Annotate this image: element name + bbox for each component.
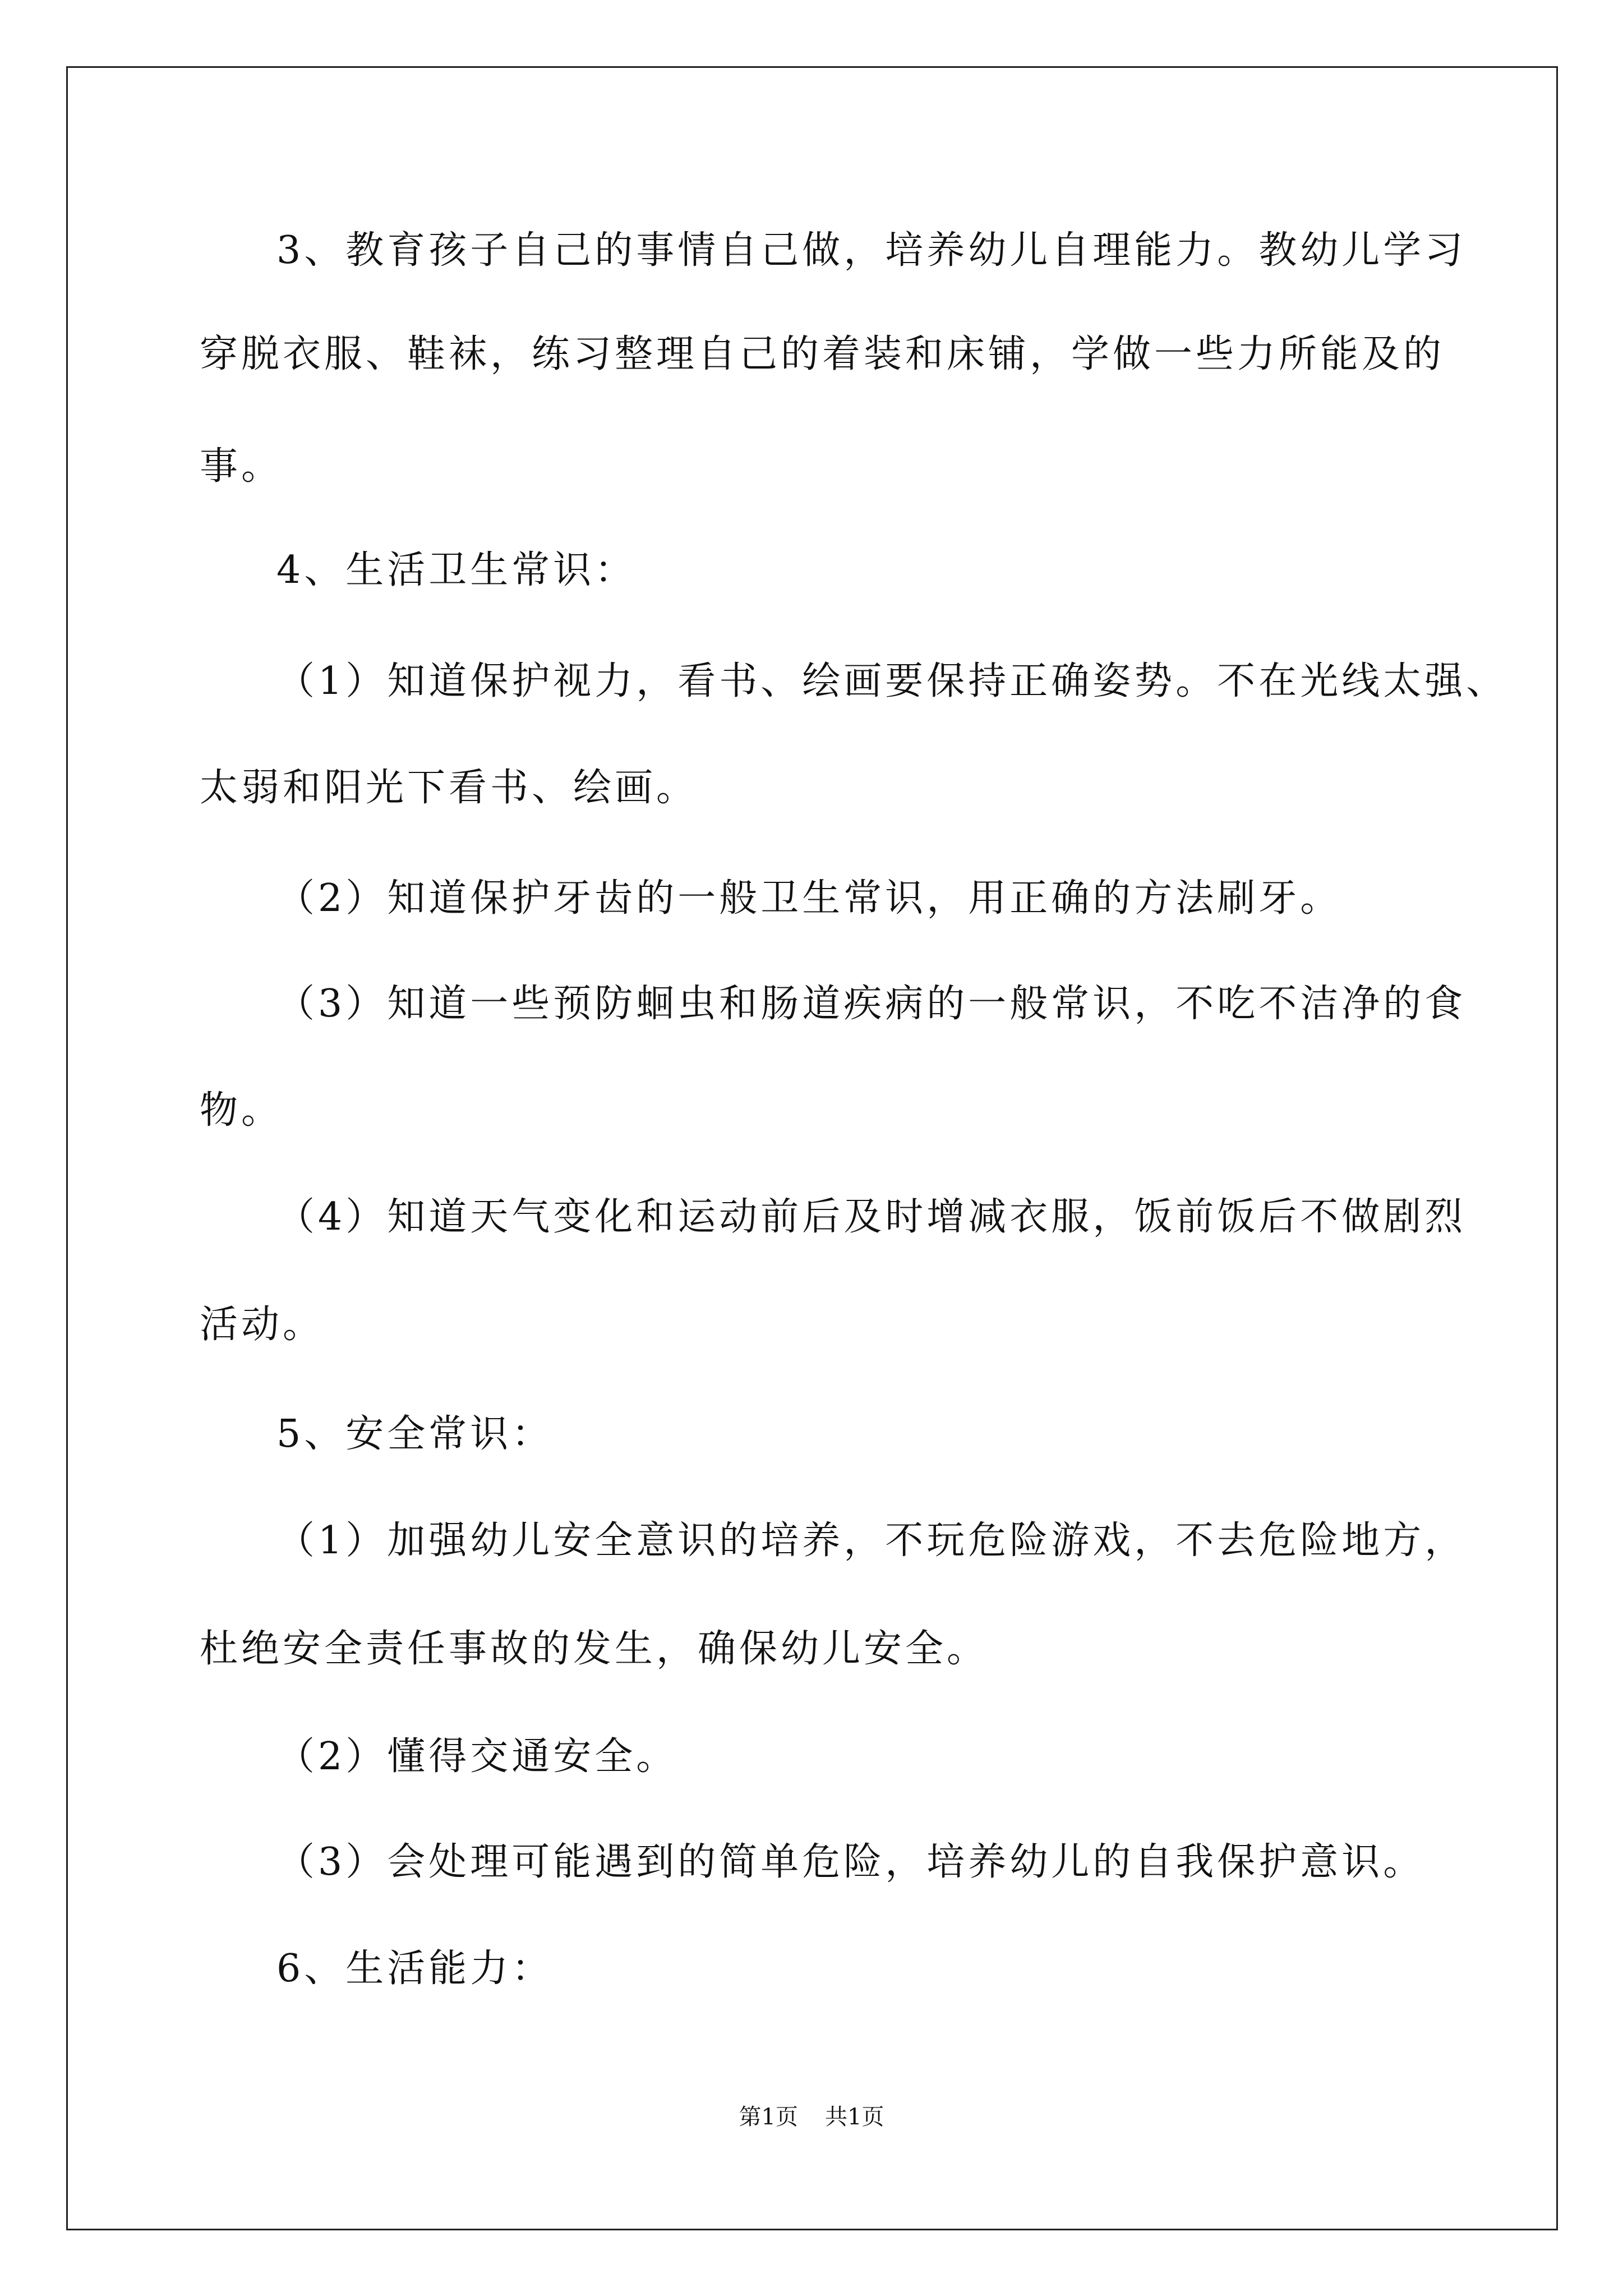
paragraph-line: （2）知道保护牙齿的一般卫生常识，用正确的方法刷牙。 [276, 876, 1342, 921]
page-border [66, 66, 1558, 2230]
paragraph-line: （1）知道保护视力，看书、绘画要保持正确姿势。不在光线太强、 [276, 659, 1508, 703]
paragraph-line: 活动。 [200, 1303, 325, 1347]
page-number: 第1页 [739, 2104, 798, 2130]
paragraph-line: 杜绝安全责任事故的发生，确保幼儿安全。 [200, 1627, 989, 1671]
paragraph-line: 穿脱衣服、鞋袜，练习整理自己的着装和床铺，学做一些力所能及的 [200, 332, 1445, 376]
section-heading: 4、生活卫生常识： [276, 548, 637, 592]
page-footer [0, 2104, 1623, 2131]
paragraph-line: （4）知道天气变化和运动前后及时增减衣服，饭前饭后不做剧烈 [276, 1195, 1467, 1239]
paragraph-line: 物。 [200, 1088, 283, 1133]
paragraph-line: 3、教育孩子自己的事情自己做，培养幼儿自理能力。教幼儿学习 [276, 228, 1467, 273]
section-heading: 6、生活能力： [276, 1947, 554, 1991]
paragraph-line: 事。 [200, 444, 283, 489]
paragraph-line: （1）加强幼儿安全意识的培养，不玩危险游戏，不去危险地方， [276, 1519, 1467, 1563]
paragraph-line: （2）懂得交通安全。 [276, 1734, 678, 1779]
paragraph-line: （3）会处理可能遇到的简单危险，培养幼儿的自我保护意识。 [276, 1840, 1425, 1884]
page-total: 共1页 [825, 2104, 884, 2130]
paragraph-line: （3）知道一些预防蛔虫和肠道疾病的一般常识，不吃不洁净的食 [276, 982, 1467, 1026]
paragraph-line: 太弱和阳光下看书、绘画。 [200, 766, 698, 810]
section-heading: 5、安全常识： [276, 1412, 554, 1456]
